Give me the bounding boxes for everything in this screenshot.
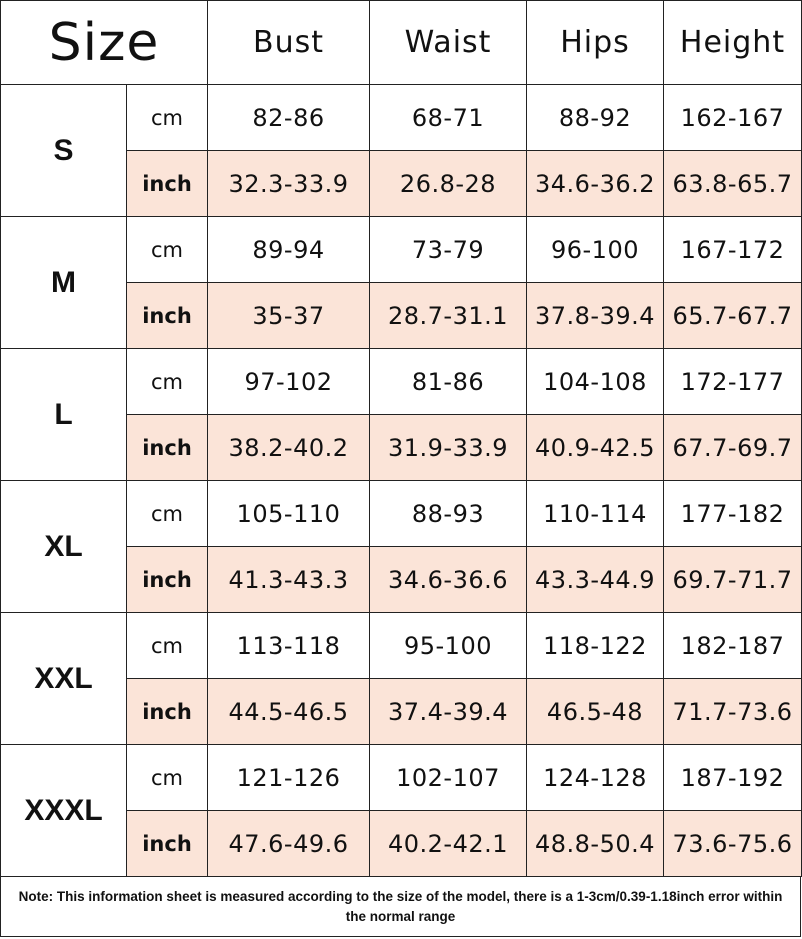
waist-value-cm: 81-86 (370, 349, 527, 415)
unit-label-inch: inch (127, 283, 208, 349)
header-row (1, 1, 802, 85)
height-value-inch: 69.7-71.7 (664, 547, 802, 613)
height-value-inch: 67.7-69.7 (664, 415, 802, 481)
waist-value-inch: 34.6-36.6 (370, 547, 527, 613)
waist-value-cm: 88-93 (370, 481, 527, 547)
bust-value-inch: 41.3-43.3 (208, 547, 370, 613)
unit-label-cm: cm (127, 349, 208, 415)
unit-label-cm: cm (127, 85, 208, 151)
hips-value-inch: 40.9-42.5 (527, 415, 664, 481)
bust-value-cm: 89-94 (208, 217, 370, 283)
column-header-bust: Bust (208, 1, 370, 85)
waist-value-inch: 28.7-31.1 (370, 283, 527, 349)
unit-label-cm: cm (127, 217, 208, 283)
waist-value-cm: 102-107 (370, 745, 527, 811)
bust-value-inch: 35-37 (208, 283, 370, 349)
hips-value-cm: 118-122 (527, 613, 664, 679)
hips-value-inch: 48.8-50.4 (527, 811, 664, 877)
height-value-inch: 63.8-65.7 (664, 151, 802, 217)
unit-label-cm: cm (127, 613, 208, 679)
size-label: XL (1, 481, 127, 613)
unit-label-inch: inch (127, 811, 208, 877)
unit-label-inch: inch (127, 679, 208, 745)
unit-label-inch: inch (127, 415, 208, 481)
hips-value-inch: 37.8-39.4 (527, 283, 664, 349)
size-label: M (1, 217, 127, 349)
waist-value-inch: 31.9-33.9 (370, 415, 527, 481)
hips-value-cm: 104-108 (527, 349, 664, 415)
unit-label-inch: inch (127, 151, 208, 217)
size-xxxl-cm-row (1, 745, 802, 811)
bust-value-cm: 113-118 (208, 613, 370, 679)
size-label: XXL (1, 613, 127, 745)
bust-value-inch: 44.5-46.5 (208, 679, 370, 745)
unit-label-inch: inch (127, 547, 208, 613)
size-xl-cm-row (1, 481, 802, 547)
bust-value-inch: 38.2-40.2 (208, 415, 370, 481)
waist-value-cm: 73-79 (370, 217, 527, 283)
bust-value-inch: 32.3-33.9 (208, 151, 370, 217)
size-label: XXXL (1, 745, 127, 877)
waist-value-inch: 37.4-39.4 (370, 679, 527, 745)
waist-value-cm: 95-100 (370, 613, 527, 679)
height-value-inch: 73.6-75.6 (664, 811, 802, 877)
height-value-cm: 167-172 (664, 217, 802, 283)
hips-value-cm: 96-100 (527, 217, 664, 283)
chart-title: Size (1, 1, 208, 85)
size-label: S (1, 85, 127, 217)
waist-value-inch: 40.2-42.1 (370, 811, 527, 877)
size-xxl-cm-row (1, 613, 802, 679)
measurement-note: Note: This information sheet is measured according to the size of the model, there is a 1-3cm/0.39-1.18inch error within the normal range (0, 877, 801, 937)
hips-value-inch: 43.3-44.9 (527, 547, 664, 613)
bust-value-cm: 105-110 (208, 481, 370, 547)
height-value-cm: 177-182 (664, 481, 802, 547)
size-l-cm-row (1, 349, 802, 415)
height-value-cm: 162-167 (664, 85, 802, 151)
waist-value-inch: 26.8-28 (370, 151, 527, 217)
hips-value-cm: 110-114 (527, 481, 664, 547)
height-value-cm: 172-177 (664, 349, 802, 415)
height-value-cm: 187-192 (664, 745, 802, 811)
column-header-waist: Waist (370, 1, 527, 85)
column-header-hips: Hips (527, 1, 664, 85)
hips-value-cm: 88-92 (527, 85, 664, 151)
column-header-height: Height (664, 1, 802, 85)
unit-label-cm: cm (127, 481, 208, 547)
size-s-cm-row (1, 85, 802, 151)
bust-value-cm: 97-102 (208, 349, 370, 415)
size-m-cm-row (1, 217, 802, 283)
bust-value-inch: 47.6-49.6 (208, 811, 370, 877)
height-value-cm: 182-187 (664, 613, 802, 679)
hips-value-inch: 34.6-36.2 (527, 151, 664, 217)
unit-label-cm: cm (127, 745, 208, 811)
waist-value-cm: 68-71 (370, 85, 527, 151)
size-label: L (1, 349, 127, 481)
hips-value-cm: 124-128 (527, 745, 664, 811)
height-value-inch: 65.7-67.7 (664, 283, 802, 349)
hips-value-inch: 46.5-48 (527, 679, 664, 745)
bust-value-cm: 121-126 (208, 745, 370, 811)
height-value-inch: 71.7-73.6 (664, 679, 802, 745)
bust-value-cm: 82-86 (208, 85, 370, 151)
